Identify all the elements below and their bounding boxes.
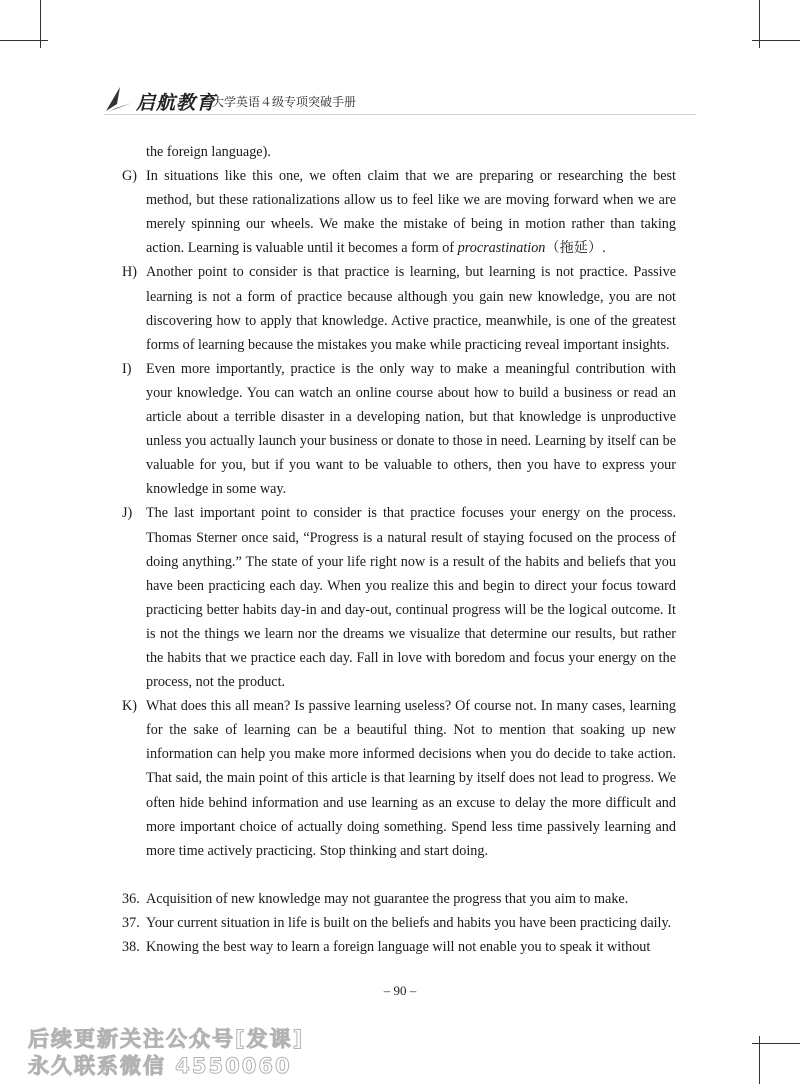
paragraph-label: K)	[122, 698, 137, 715]
paragraph-label: H)	[122, 264, 137, 281]
question-number: 36.	[122, 890, 140, 907]
paragraph-text: Another point to consider is that practice is learning, but learning is not practice. Passive learning is not a form of practice because although you gain new knowledge, you are not discovering how to apply that knowledge. Active practice, meanwhile, is one of the greatest forms of learning because the mistakes you make while practicing reveal important insights.	[146, 264, 676, 353]
paragraph-text: The last important point to consider is that practice focuses your energy on the process. Thomas Sterner once said, “Progress is a natural result of staying focused on the process of doing anything.” The state of your life right now is a result of the habits and beliefs that you have been practicing each day. When you realize this and begin to direct your focus toward practicing better habits day-in and day-out, continual progress will be the logical outcome. It is not the things we learn nor the dreams we visualize that determine our results, but rather the habits that we practice each day. Fall in love with boredom and focus your energy on the process, not the product.	[146, 505, 676, 691]
paragraph-text-end: （拖延）.	[545, 240, 606, 257]
watermark-line-1: 后续更新关注公众号[发课]	[28, 1027, 305, 1051]
question-text: Your current situation in life is built on the beliefs and habits you have been practicing daily.	[146, 914, 672, 931]
document-body	[122, 140, 676, 959]
paragraph-h	[122, 260, 676, 356]
crop-mark	[0, 40, 48, 41]
brand-logo-text: 启航教育	[136, 92, 217, 114]
paragraph-label: J)	[122, 505, 133, 522]
crop-mark	[752, 40, 800, 41]
question-37	[122, 911, 676, 935]
paragraph-j	[122, 501, 676, 694]
question-38	[122, 935, 676, 959]
paragraph-continuation: the foreign language).	[146, 144, 271, 160]
italic-term: procrastination	[457, 240, 546, 257]
sail-logo-icon	[104, 84, 134, 114]
section-gap	[122, 863, 676, 887]
question-number: 37.	[122, 914, 140, 931]
paragraph-label: G)	[122, 168, 137, 185]
header-divider	[104, 114, 696, 115]
question-36	[122, 887, 676, 911]
question-number: 38.	[122, 939, 140, 955]
paragraph-text: Even more importantly, practice is the only way to make a meaningful contribution with your knowledge. You can watch an online course about how to build a business or read an article about a terrible disaster in a developing nation, but that knowledge is unproductive unless you actually launch your business or donate to those in need. Learning by itself can be valuable for you, but if you want to be valuable to others, then you have to express your knowledge in some way.	[146, 360, 676, 498]
paragraph-k	[122, 694, 676, 863]
question-text: Knowing the best way to learn a foreign language will not enable you to speak it without	[146, 939, 651, 955]
watermark-line-2: 永久联系微信 4550060	[28, 1054, 292, 1078]
paragraph-text: What does this all mean? Is passive learning useless? Of course not. In many cases, learning for the sake of learning can be a beautiful thing. Not to mention that soaking up new information can help you make more informed decisions when you do decide to take action. That said, the main point of this article is that learning by itself does not lead to progress. We often hide behind information and use learning as an excuse to delay the more difficult and more important choice of actually doing something. Spend less time passively learning and more time actively practicing. Stop thinking and start doing.	[146, 698, 676, 859]
paragraph-g	[122, 164, 676, 260]
page-header	[104, 84, 704, 116]
question-text: Acquisition of new knowledge may not guarantee the progress that you aim to make.	[146, 890, 629, 907]
paragraph-i	[122, 357, 676, 502]
crop-mark	[752, 1043, 800, 1044]
paragraph-text: In situations like this one, we often claim that we are preparing or researching the best method, but these rationalizations allow us to feel like we are moving forward when we are merely spinning our wheels. We make the mistake of being in motion rather than taking action. Learning is valuable until it becomes a form of	[146, 168, 676, 257]
page-number: – 90 –	[383, 983, 417, 998]
book-title: 大学英语４级专项突破手册	[212, 95, 357, 109]
paragraph-label: I)	[122, 360, 132, 377]
